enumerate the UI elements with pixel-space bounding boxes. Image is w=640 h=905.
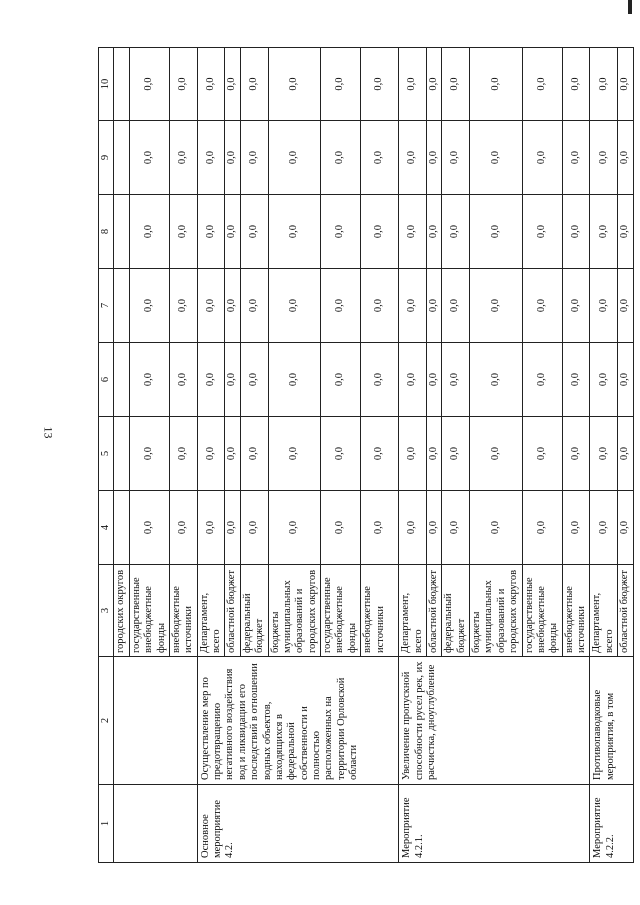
value-cell: 0,0 bbox=[399, 269, 427, 343]
value-cell: 0,0 bbox=[618, 195, 633, 269]
value-cell: 0,0 bbox=[562, 48, 590, 121]
value-cell: 0,0 bbox=[321, 417, 361, 491]
value-cell: 0,0 bbox=[522, 121, 562, 195]
value-cell: 0,0 bbox=[590, 48, 618, 121]
value-cell: 0,0 bbox=[442, 121, 470, 195]
budget-table bbox=[98, 47, 634, 863]
value-cell: 0,0 bbox=[618, 48, 633, 121]
measure-id-cell: Мероприятие 4.2.1. bbox=[399, 785, 590, 863]
value-cell: 0,0 bbox=[169, 491, 197, 565]
value-cell: 0,0 bbox=[268, 417, 321, 491]
funding-source-cell: Департамент, всего bbox=[197, 565, 225, 657]
value-cell: 0,0 bbox=[562, 417, 590, 491]
value-cell: 0,0 bbox=[522, 417, 562, 491]
value-cell: 0,0 bbox=[442, 417, 470, 491]
funding-source-cell: бюджеты муниципальных образований и городских округов bbox=[470, 565, 523, 657]
value-cell: 0,0 bbox=[197, 195, 225, 269]
value-cell: 0,0 bbox=[470, 343, 523, 417]
value-cell: 0,0 bbox=[361, 48, 399, 121]
value-cell: 0,0 bbox=[522, 195, 562, 269]
value-cell: 0,0 bbox=[197, 491, 225, 565]
value-cell: 0,0 bbox=[361, 269, 399, 343]
value-cell: 0,0 bbox=[129, 121, 169, 195]
header-cell: 8 bbox=[99, 195, 114, 269]
value-cell: 0,0 bbox=[399, 343, 427, 417]
value-cell: 0,0 bbox=[321, 491, 361, 565]
value-cell: 0,0 bbox=[225, 121, 240, 195]
funding-source-cell: бюджеты муниципальных образований и городских округов bbox=[268, 565, 321, 657]
value-cell: 0,0 bbox=[268, 269, 321, 343]
value-cell: 0,0 bbox=[590, 121, 618, 195]
value-cell: 0,0 bbox=[590, 195, 618, 269]
value-cell: 0,0 bbox=[321, 269, 361, 343]
corner-mark bbox=[628, 0, 632, 14]
value-cell: 0,0 bbox=[562, 195, 590, 269]
funding-source-cell: внебюджетные источники bbox=[562, 565, 590, 657]
measure-id-cell: Основное мероприятие 4.2. bbox=[197, 785, 399, 863]
value-cell: 0,0 bbox=[361, 491, 399, 565]
value-cell: 0,0 bbox=[590, 491, 618, 565]
value-cell: 0,0 bbox=[169, 195, 197, 269]
value-cell: 0,0 bbox=[240, 269, 268, 343]
value-cell: 0,0 bbox=[590, 343, 618, 417]
value-cell: 0,0 bbox=[399, 121, 427, 195]
value-cell: 0,0 bbox=[426, 48, 441, 121]
table-row bbox=[590, 48, 618, 863]
value-cell: 0,0 bbox=[225, 269, 240, 343]
funding-source-cell: внебюджетные источники bbox=[361, 565, 399, 657]
header-cell: 2 bbox=[99, 657, 114, 785]
header-cell: 1 bbox=[99, 785, 114, 863]
value-cell: 0,0 bbox=[361, 195, 399, 269]
header-cell: 6 bbox=[99, 343, 114, 417]
value-cell: 0,0 bbox=[426, 121, 441, 195]
value-cell: 0,0 bbox=[129, 48, 169, 121]
rotated-page bbox=[98, 48, 631, 863]
funding-source-cell: городских округов bbox=[114, 565, 129, 657]
value-cell: 0,0 bbox=[268, 343, 321, 417]
value-cell: 0,0 bbox=[225, 491, 240, 565]
value-cell: 0,0 bbox=[225, 417, 240, 491]
table-body bbox=[114, 48, 633, 863]
value-cell bbox=[114, 343, 129, 417]
header-row bbox=[99, 48, 114, 863]
table-row bbox=[114, 48, 129, 863]
funding-source-cell: государственные внебюджетные фонды bbox=[129, 565, 169, 657]
value-cell: 0,0 bbox=[618, 491, 633, 565]
value-cell: 0,0 bbox=[470, 121, 523, 195]
measure-name-cell: Осуществление мер по предотвращению негативного воздействия вод и ликвидации его последствий в отношении водных объектов, находящихся в федеральной собственности и полностью расположенных на территории Орловской области bbox=[197, 657, 399, 785]
value-cell: 0,0 bbox=[399, 417, 427, 491]
value-cell: 0,0 bbox=[618, 121, 633, 195]
value-cell: 0,0 bbox=[361, 417, 399, 491]
value-cell: 0,0 bbox=[197, 48, 225, 121]
value-cell: 0,0 bbox=[225, 48, 240, 121]
value-cell: 0,0 bbox=[470, 491, 523, 565]
value-cell: 0,0 bbox=[169, 269, 197, 343]
funding-source-cell: федеральный бюджет bbox=[442, 565, 470, 657]
measure-name-cell: Увеличение пропускной способности русел рек, их расчистка, дноуглубление bbox=[399, 657, 590, 785]
value-cell: 0,0 bbox=[197, 121, 225, 195]
value-cell: 0,0 bbox=[169, 121, 197, 195]
value-cell: 0,0 bbox=[399, 48, 427, 121]
funding-source-cell: федеральный бюджет bbox=[240, 565, 268, 657]
value-cell: 0,0 bbox=[268, 195, 321, 269]
value-cell: 0,0 bbox=[240, 195, 268, 269]
value-cell: 0,0 bbox=[197, 343, 225, 417]
value-cell: 0,0 bbox=[562, 491, 590, 565]
measure-name-cell bbox=[114, 657, 197, 785]
value-cell: 0,0 bbox=[240, 417, 268, 491]
value-cell bbox=[114, 195, 129, 269]
value-cell: 0,0 bbox=[129, 491, 169, 565]
value-cell: 0,0 bbox=[321, 48, 361, 121]
value-cell: 0,0 bbox=[442, 48, 470, 121]
value-cell: 0,0 bbox=[522, 491, 562, 565]
funding-source-cell: внебюджетные источники bbox=[169, 565, 197, 657]
value-cell: 0,0 bbox=[197, 269, 225, 343]
header-cell: 4 bbox=[99, 491, 114, 565]
value-cell: 0,0 bbox=[361, 343, 399, 417]
value-cell: 0,0 bbox=[426, 491, 441, 565]
table-row bbox=[399, 48, 427, 863]
value-cell bbox=[114, 491, 129, 565]
value-cell: 0,0 bbox=[522, 48, 562, 121]
value-cell: 0,0 bbox=[169, 48, 197, 121]
value-cell: 0,0 bbox=[361, 121, 399, 195]
value-cell: 0,0 bbox=[562, 121, 590, 195]
measure-name-cell: Противопаводковые мероприятия, в том bbox=[590, 657, 633, 785]
value-cell: 0,0 bbox=[618, 343, 633, 417]
value-cell bbox=[114, 417, 129, 491]
value-cell: 0,0 bbox=[225, 343, 240, 417]
funding-source-cell: областной бюджет bbox=[426, 565, 441, 657]
value-cell: 0,0 bbox=[268, 121, 321, 195]
value-cell: 0,0 bbox=[470, 417, 523, 491]
funding-source-cell: областной бюджет bbox=[225, 565, 240, 657]
value-cell: 0,0 bbox=[321, 195, 361, 269]
header-cell: 9 bbox=[99, 121, 114, 195]
header-cell: 7 bbox=[99, 269, 114, 343]
header-cell: 3 bbox=[99, 565, 114, 657]
value-cell: 0,0 bbox=[426, 343, 441, 417]
value-cell: 0,0 bbox=[169, 417, 197, 491]
value-cell: 0,0 bbox=[618, 269, 633, 343]
value-cell bbox=[114, 48, 129, 121]
value-cell: 0,0 bbox=[129, 417, 169, 491]
value-cell: 0,0 bbox=[321, 121, 361, 195]
funding-source-cell: Департамент, всего bbox=[399, 565, 427, 657]
value-cell: 0,0 bbox=[129, 269, 169, 343]
value-cell: 0,0 bbox=[590, 417, 618, 491]
value-cell: 0,0 bbox=[129, 195, 169, 269]
value-cell: 0,0 bbox=[129, 343, 169, 417]
value-cell: 0,0 bbox=[197, 417, 225, 491]
value-cell: 0,0 bbox=[321, 343, 361, 417]
value-cell: 0,0 bbox=[470, 195, 523, 269]
value-cell: 0,0 bbox=[442, 269, 470, 343]
value-cell: 0,0 bbox=[240, 48, 268, 121]
value-cell: 0,0 bbox=[399, 195, 427, 269]
value-cell: 0,0 bbox=[399, 491, 427, 565]
rotated-table-wrapper bbox=[98, 48, 631, 863]
value-cell: 0,0 bbox=[240, 121, 268, 195]
value-cell: 0,0 bbox=[522, 269, 562, 343]
value-cell: 0,0 bbox=[442, 343, 470, 417]
value-cell: 0,0 bbox=[442, 195, 470, 269]
measure-id-cell bbox=[114, 785, 197, 863]
value-cell: 0,0 bbox=[240, 343, 268, 417]
value-cell: 0,0 bbox=[268, 491, 321, 565]
value-cell: 0,0 bbox=[426, 195, 441, 269]
value-cell: 0,0 bbox=[522, 343, 562, 417]
header-cell: 5 bbox=[99, 417, 114, 491]
funding-source-cell: областной бюджет bbox=[618, 565, 633, 657]
value-cell: 0,0 bbox=[562, 343, 590, 417]
measure-id-cell: Мероприятие 4.2.2. bbox=[590, 785, 633, 863]
funding-source-cell: государственные внебюджетные фонды bbox=[522, 565, 562, 657]
value-cell: 0,0 bbox=[562, 269, 590, 343]
value-cell: 0,0 bbox=[470, 269, 523, 343]
value-cell: 0,0 bbox=[426, 417, 441, 491]
value-cell bbox=[114, 121, 129, 195]
value-cell: 0,0 bbox=[240, 491, 268, 565]
value-cell: 0,0 bbox=[590, 269, 618, 343]
funding-source-cell: государственные внебюджетные фонды bbox=[321, 565, 361, 657]
table-row bbox=[197, 48, 225, 863]
value-cell: 0,0 bbox=[169, 343, 197, 417]
value-cell: 0,0 bbox=[442, 491, 470, 565]
page-number: 13 bbox=[41, 426, 56, 439]
value-cell: 0,0 bbox=[426, 269, 441, 343]
value-cell: 0,0 bbox=[470, 48, 523, 121]
value-cell: 0,0 bbox=[268, 48, 321, 121]
value-cell bbox=[114, 269, 129, 343]
value-cell: 0,0 bbox=[618, 417, 633, 491]
funding-source-cell: Департамент, всего bbox=[590, 565, 618, 657]
value-cell: 0,0 bbox=[225, 195, 240, 269]
header-cell: 10 bbox=[99, 48, 114, 121]
